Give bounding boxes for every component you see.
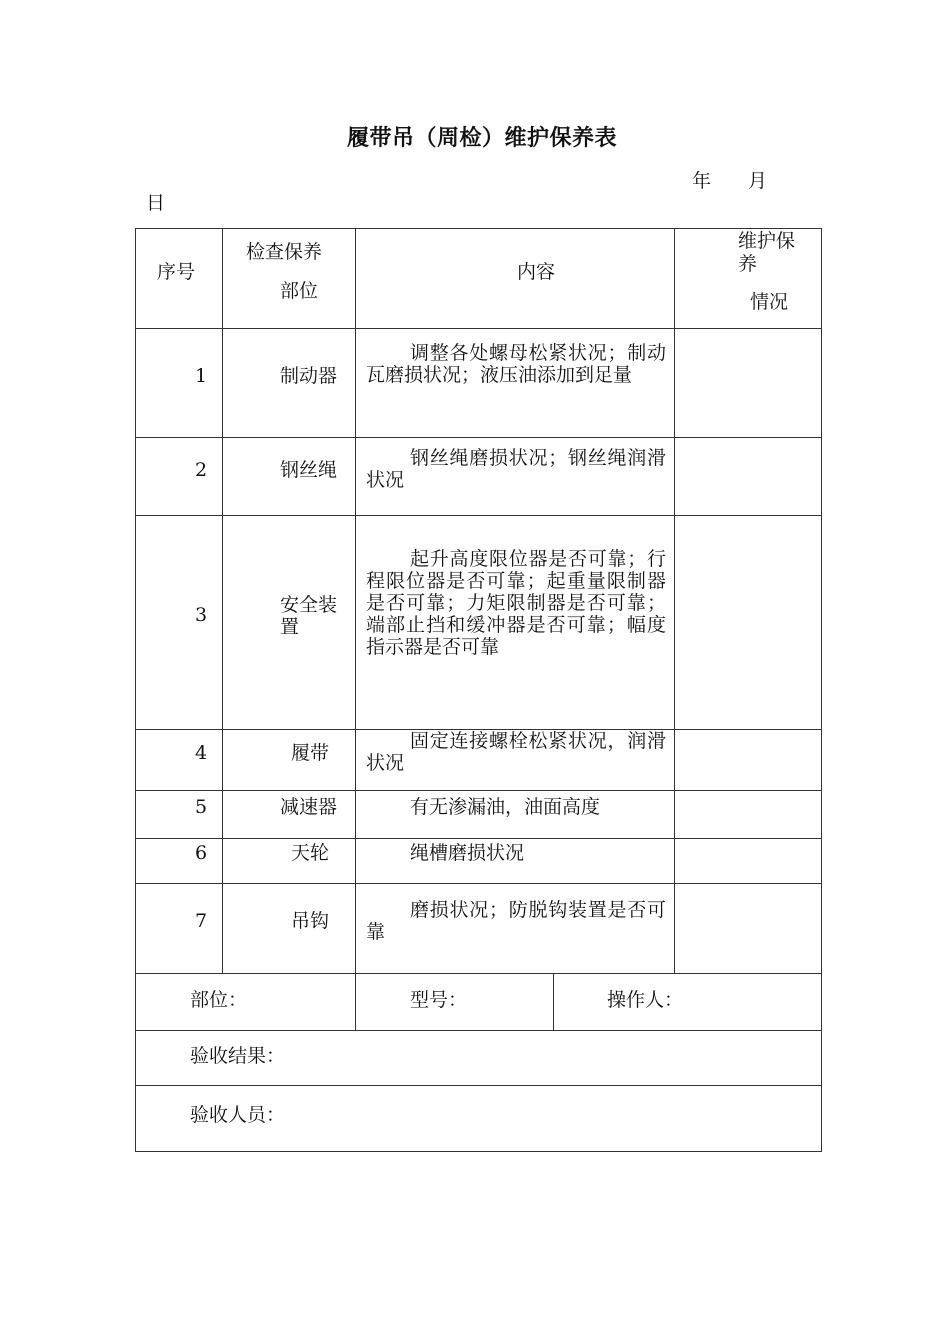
row-divider bbox=[135, 1030, 822, 1031]
document-title: 履带吊（周检）维护保养表 bbox=[346, 126, 617, 151]
acceptance-result-label: 验收结果： bbox=[190, 1045, 286, 1067]
row-content: 磨损状况；防脱钩装置是否可靠 bbox=[366, 899, 666, 943]
row-divider bbox=[135, 328, 822, 329]
row-part: 减速器 bbox=[280, 796, 338, 818]
row-divider bbox=[135, 515, 822, 516]
row-part: 天轮 bbox=[291, 842, 330, 864]
row-seq: 7 bbox=[195, 910, 208, 932]
row-content: 钢丝绳磨损状况；钢丝绳润滑状况 bbox=[366, 447, 666, 491]
row-content: 绳槽磨损状况 bbox=[410, 842, 525, 864]
row-divider bbox=[135, 790, 822, 791]
date-day: 日 bbox=[146, 192, 166, 214]
row-part-line2: 置 bbox=[280, 616, 300, 638]
date-month: 月 bbox=[748, 170, 768, 192]
location-label: 部位： bbox=[190, 989, 248, 1011]
row-divider bbox=[135, 437, 822, 438]
row-content: 调整各处螺母松紧状况；制动瓦磨损状况；液压油添加到足量 bbox=[366, 342, 666, 386]
row-part-line1: 安全装 bbox=[280, 594, 338, 616]
acceptance-person-label: 验收人员： bbox=[190, 1104, 286, 1126]
column-divider bbox=[355, 228, 356, 1030]
header-part-line1: 检查保养 bbox=[246, 241, 323, 263]
header-part-line2: 部位 bbox=[280, 280, 319, 302]
header-content: 内容 bbox=[517, 261, 556, 283]
header-status-line2: 养 bbox=[738, 253, 758, 275]
row-seq: 3 bbox=[195, 604, 208, 626]
row-content: 固定连接螺栓松紧状况，润滑状况 bbox=[366, 730, 666, 774]
header-seq: 序号 bbox=[157, 261, 196, 283]
row-part: 吊钩 bbox=[291, 910, 330, 932]
column-divider bbox=[674, 228, 675, 973]
date-year: 年 bbox=[692, 170, 712, 192]
row-part: 钢丝绳 bbox=[280, 459, 338, 481]
row-seq: 5 bbox=[195, 796, 208, 818]
row-divider bbox=[135, 838, 822, 839]
row-seq: 2 bbox=[195, 459, 208, 481]
row-seq: 1 bbox=[195, 365, 208, 387]
column-divider bbox=[553, 973, 554, 1030]
header-status-line1: 维护保 bbox=[738, 230, 796, 252]
operator-label: 操作人： bbox=[607, 989, 684, 1011]
row-seq: 4 bbox=[195, 742, 208, 764]
row-part: 履带 bbox=[291, 742, 330, 764]
row-content: 有无渗漏油，油面高度 bbox=[410, 796, 601, 818]
column-divider bbox=[222, 228, 223, 973]
row-part: 制动器 bbox=[280, 365, 338, 387]
row-seq: 6 bbox=[195, 842, 208, 864]
row-divider bbox=[135, 883, 822, 884]
model-label: 型号： bbox=[410, 989, 468, 1011]
row-divider bbox=[135, 973, 822, 974]
row-content: 起升高度限位器是否可靠；行程限位器是否可靠；起重量限制器是否可靠；力矩限制器是否可靠；端部止挡和缓冲器是否可靠；幅度指示器是否可靠 bbox=[366, 548, 666, 658]
row-divider bbox=[135, 1085, 822, 1086]
header-status-line3: 情况 bbox=[750, 291, 789, 313]
